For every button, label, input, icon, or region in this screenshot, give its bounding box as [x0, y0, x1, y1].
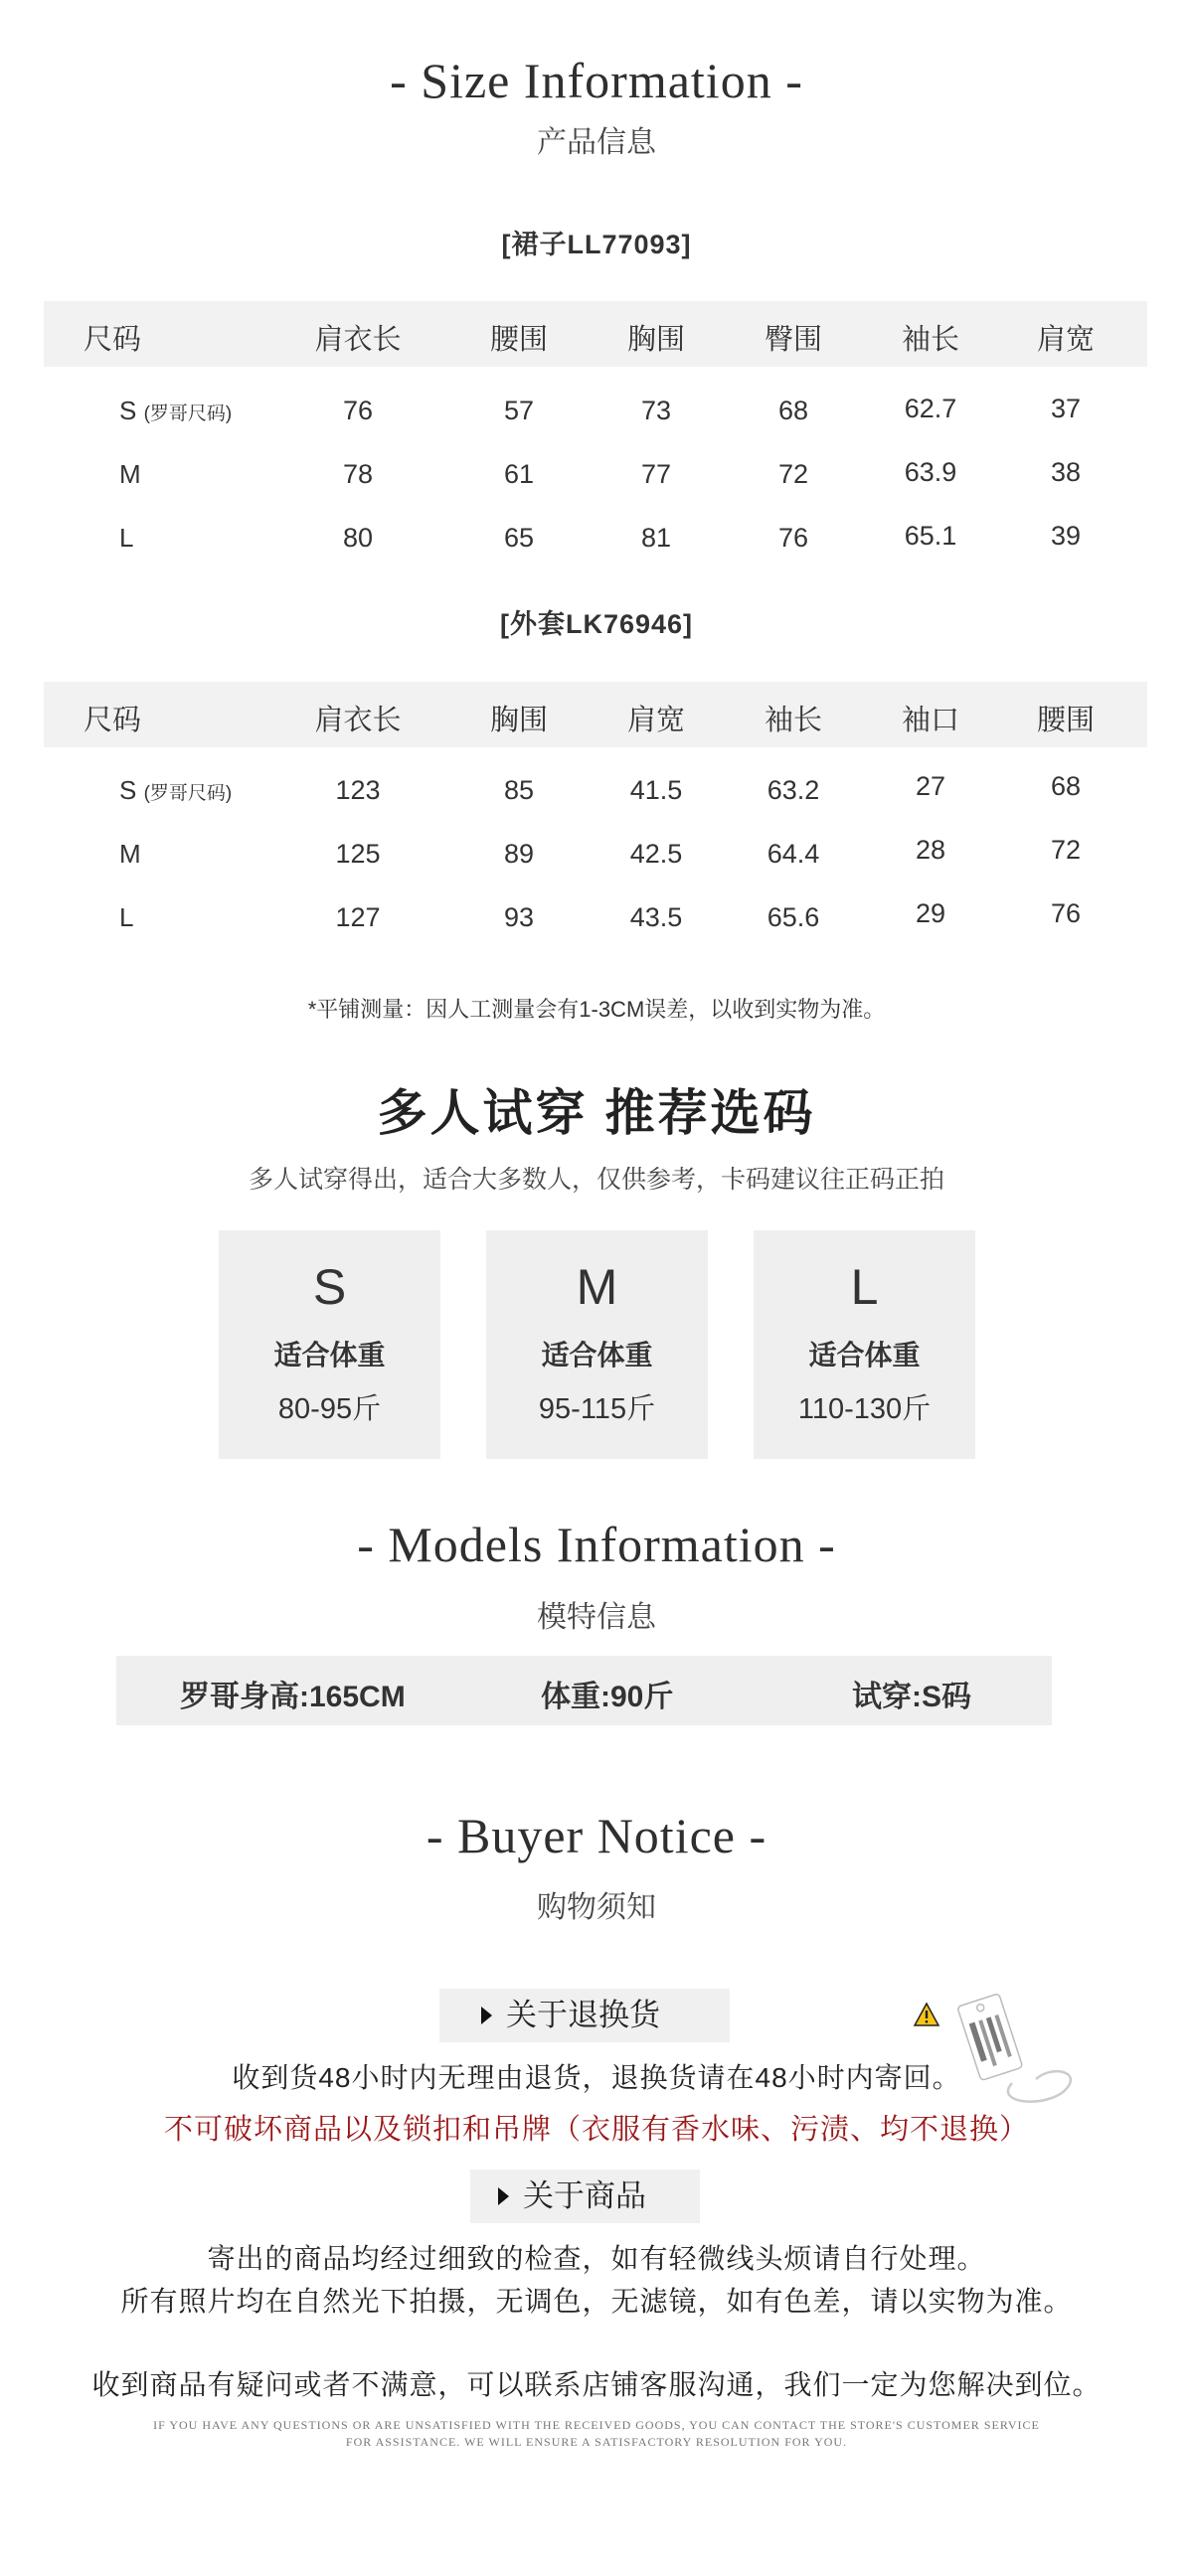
card-weight-range: 95-115斤: [538, 1393, 656, 1425]
table-cell: 68: [1050, 771, 1082, 801]
size-letter: S: [119, 396, 137, 425]
table-cell: 28: [915, 835, 946, 865]
header-cell: 肩宽: [1036, 324, 1095, 356]
header-cell: 袖长: [901, 324, 959, 356]
skirt-product-code: [裙子LL77093]: [501, 230, 692, 259]
card-size: S: [312, 1259, 347, 1315]
size-card-s: [219, 1230, 440, 1459]
header-cell: 肩衣长: [314, 705, 402, 736]
table-cell: 81: [640, 523, 672, 553]
table-cell: 42.5: [629, 839, 683, 869]
table-cell: 61: [503, 459, 535, 489]
header-cell: 袖口: [901, 705, 959, 736]
table-cell: 77: [640, 459, 672, 489]
header-cell: 腰围: [1036, 705, 1095, 736]
table-cell: 65.1: [904, 521, 957, 551]
skirt-table-body: [44, 388, 1147, 566]
table-cell: 93: [503, 902, 535, 932]
table-cell: 29: [915, 898, 946, 928]
play-triangle-icon: [481, 2007, 492, 2024]
table-cell: 125: [335, 839, 381, 869]
card-weight-range: 80-95斤: [277, 1393, 382, 1425]
skirt-table-header: [44, 301, 1147, 367]
size-card-l: [754, 1230, 975, 1459]
size-letter: L: [119, 902, 134, 932]
model-info-bar: [116, 1656, 1052, 1725]
header-cell: 尺码: [84, 705, 142, 736]
table-cell: 65: [503, 523, 535, 553]
model-weight: 体重:90斤: [541, 1681, 674, 1713]
models-info-title: - Models Information -: [357, 1517, 836, 1572]
table-cell: 64.4: [767, 839, 820, 869]
contact-service-text: 收到商品有疑问或者不满意，可以联系店铺客服沟通，我们一定为您解决到位。: [91, 2369, 1102, 2400]
card-size: L: [850, 1259, 879, 1315]
size-label: [119, 839, 141, 870]
size-card-m: [486, 1230, 708, 1459]
table-cell: 85: [503, 775, 535, 805]
table-cell: 68: [777, 396, 809, 425]
size-letter: M: [119, 839, 141, 869]
return-policy-warning: 不可破坏商品以及锁扣和吊牌（衣服有香水味、污渍、均不退换）: [163, 2114, 1029, 2146]
table-cell: 72: [777, 459, 809, 489]
product-inspection-text: 寄出的商品均经过细致的检查，如有轻微线头烦请自行处理。: [207, 2243, 986, 2274]
table-cell: 63.9: [904, 457, 957, 487]
table-cell: 43.5: [629, 902, 683, 932]
buyer-notice-subtitle: 购物须知: [537, 1891, 656, 1924]
table-cell: 38: [1050, 457, 1082, 487]
return-policy-label: 关于退换货: [506, 1998, 660, 2032]
size-note: (罗哥尺码): [143, 403, 233, 424]
coat-table-body: [44, 767, 1147, 946]
coat-table-header: [44, 682, 1147, 747]
table-cell: 65.6: [767, 902, 820, 932]
header-cell: 臀围: [764, 324, 822, 356]
coat-product-code: [外套LK76946]: [499, 609, 694, 639]
size-label: [119, 775, 232, 806]
table-cell: 76: [1050, 898, 1082, 928]
warning-icon: [913, 2002, 940, 2027]
card-weight-label: 适合体重: [541, 1340, 653, 1370]
size-info-subtitle: 产品信息: [537, 126, 656, 159]
table-cell: 62.7: [904, 394, 957, 423]
header-cell: 袖长: [764, 705, 822, 736]
size-letter: S: [119, 775, 137, 805]
size-letter: L: [119, 523, 134, 553]
card-weight-label: 适合体重: [808, 1340, 921, 1370]
header-cell: 肩宽: [626, 705, 685, 736]
card-weight-range: 110-130斤: [797, 1393, 932, 1425]
model-height: 罗哥身高:165CM: [180, 1681, 406, 1713]
size-info-title: - Size Information -: [390, 53, 803, 108]
table-cell: 76: [342, 396, 374, 425]
card-weight-label: 适合体重: [273, 1340, 386, 1370]
measurement-note: *平铺测量：因人工测量会有1-3CM误差，以收到实物为准。: [307, 997, 886, 1022]
table-cell: 89: [503, 839, 535, 869]
product-info-tab: [470, 2170, 700, 2223]
table-cell: 73: [640, 396, 672, 425]
table-cell: 76: [777, 523, 809, 553]
header-cell: 腰围: [489, 324, 548, 356]
english-fine-print-1: IF YOU HAVE ANY QUESTIONS OR ARE UNSATISFIED WITH THE RECEIVED GOODS, YOU CAN CONTACT THE STORE'S CUSTOMER SERVICE: [153, 2418, 1040, 2432]
size-note: (罗哥尺码): [143, 783, 233, 804]
product-photo-text: 所有照片均在自然光下拍摄，无调色，无滤镜，如有色差，请以实物为准。: [120, 2286, 1073, 2317]
table-cell: 72: [1050, 835, 1082, 865]
header-cell: 肩衣长: [314, 324, 402, 356]
header-cell: 胸围: [489, 705, 548, 736]
return-policy-text: 收到货48小时内无理由退货，退换货请在48小时内寄回。: [232, 2062, 961, 2093]
size-label: [119, 523, 133, 554]
table-cell: 123: [335, 775, 381, 805]
table-cell: 127: [335, 902, 381, 932]
header-cell: 尺码: [84, 324, 142, 356]
header-cell: 胸围: [626, 324, 685, 356]
size-label: [119, 902, 133, 933]
size-label: [119, 459, 141, 490]
size-label: [119, 396, 232, 426]
table-cell: 37: [1050, 394, 1082, 423]
table-cell: 80: [342, 523, 374, 553]
buyer-notice-title: - Buyer Notice -: [426, 1808, 767, 1863]
table-cell: 39: [1050, 521, 1082, 551]
play-triangle-icon: [498, 2187, 509, 2205]
table-cell: 78: [342, 459, 374, 489]
table-cell: 41.5: [629, 775, 683, 805]
english-fine-print-2: FOR ASSISTANCE. WE WILL ENSURE A SATISFACTORY RESOLUTION FOR YOU.: [345, 2435, 848, 2449]
model-tried-size: 试穿:S码: [852, 1681, 971, 1713]
models-info-subtitle: 模特信息: [537, 1601, 656, 1634]
size-letter: M: [119, 459, 141, 489]
recommend-subheading: 多人试穿得出，适合大多数人，仅供参考，卡码建议往正码正拍: [248, 1166, 944, 1194]
recommend-heading: 多人试穿 推荐选码: [377, 1085, 816, 1141]
table-cell: 63.2: [767, 775, 820, 805]
product-info-label: 关于商品: [523, 2178, 646, 2213]
table-cell: 27: [915, 771, 946, 801]
table-cell: 57: [503, 396, 535, 425]
return-policy-tab: [439, 1989, 730, 2042]
card-size: M: [576, 1259, 618, 1315]
